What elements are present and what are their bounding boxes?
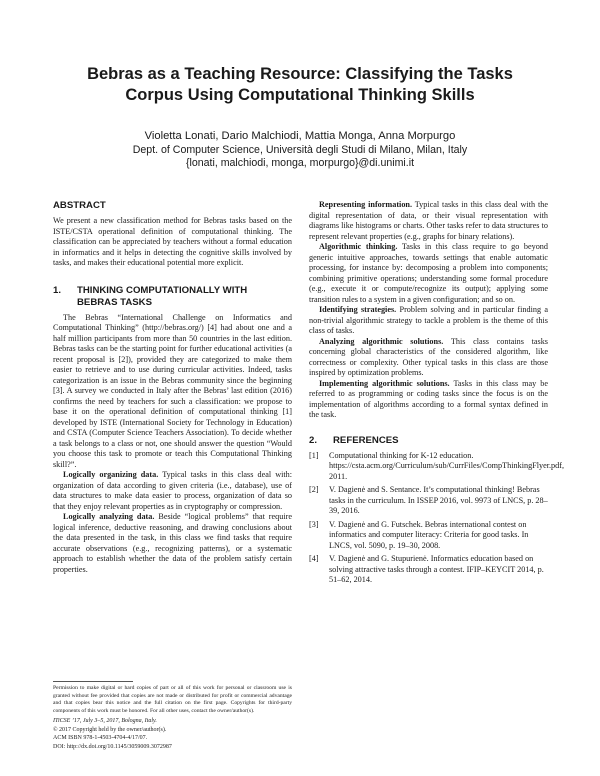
reference-text: Computational thinking for K-12 education. https://csta.acm.org/Curriculum/sub/CurrFiles/CompThinkingFlyer.pdf, 2011. (329, 450, 564, 481)
section-1-heading-line-1: THINKING COMPUTATIONALLY WITH (77, 284, 248, 296)
paragraph-text: Tasks in this class may be referred to as programming or coding tasks since the focus is on the implementation of algorithms according to a formal syntax defined in the task. (309, 378, 548, 419)
right-column (309, 200, 564, 589)
runin-heading: Logically organizing data. (63, 470, 159, 479)
paragraph-text: This class contains tasks concerning global characteristics of the considered algorithm, like correctness or complexity. Other typical tasks in this class are those inspired by optimization problems. (309, 336, 548, 377)
abstract-text: We present a new classification method for Bebras tasks based on the ISTE/CSTA operational definition of computational thinking. The classification can be appreciated by teachers without a formal education in informatics and it helps in detecting the cognitive skills involved by tasks, and makes their educational potential more explicit. (53, 216, 292, 267)
runin-heading: Implementing algorithmic solutions. (319, 378, 450, 388)
reference-number: [1] (309, 450, 319, 460)
reference-number: [4] (309, 554, 319, 563)
runin-heading: Analyzing algorithmic solutions. (319, 336, 444, 346)
paragraph-text: Beside “logical problems” that require logical inference, deductive reasoning, and drawing conclusions about the data presented in the task, in this class we find tasks that require accurate observations (e.g., recognizing patterns), or a systematic approach to establish whether the data of the problem satisfy certain properties. (53, 512, 292, 574)
permission-notice: Permission to make digital or hard copies of part or all of this work for personal or classroom use is granted without fee provided that copies are not made or distributed for profit or commercial advantage and that copies bear this notice and the full citation on the first page. Copyrights for third-party components of this work must be honored. For all other uses, contact the owner/author(s). (53, 685, 292, 714)
runin-heading: Logically analyzing data. (63, 512, 155, 521)
section-1-heading-line-2: BEBRAS TASKS (77, 296, 152, 308)
permission-block (53, 681, 292, 751)
section-1-paragraph-2 (53, 470, 292, 512)
right-paragraph-4 (309, 337, 548, 379)
footnote-divider (53, 681, 133, 682)
reference-item (309, 485, 548, 517)
section-1-heading (53, 285, 292, 309)
right-paragraph-2 (309, 242, 548, 305)
paragraph-text: Typical tasks in this class deal with: organization of data according to given criteria (i.e., database), use of data structures to make data easier to process, organization of data so that they enjoy relevant properties as in cryptography or compression. (53, 470, 293, 511)
reference-text: V. Dagienė and G. Stupurienė. Informatics education based on solving attractive tasks through a contest. IFIP–KEYCIT 2014, p. 51–62, 2014. (329, 554, 544, 584)
reference-item (309, 450, 564, 483)
section-1-paragraph-3 (53, 512, 292, 575)
author-emails: {lonati, malchiodi, monga, morpurgo}@di.unimi.it (185, 157, 415, 169)
author-affiliation: Dept. of Computer Science, Università degli Studi di Milano, Milan, Italy (132, 143, 468, 156)
title-line-2: Corpus Using Computational Thinking Skills (125, 86, 475, 104)
paragraph-text: Typical tasks in this class deal with the digital representation of data, or their visual representation with diagrams like histograms or charts. Other tasks refer to data structures to represent relevant properties (e.g., graphs for binary relations). (309, 200, 548, 241)
references-heading (309, 435, 548, 447)
references-number: 2. (309, 434, 318, 446)
paper-title (40, 64, 560, 106)
section-1-number: 1. (53, 284, 62, 296)
references-title: REFERENCES (333, 434, 399, 446)
publication-meta (53, 717, 292, 751)
reference-item (309, 554, 548, 586)
author-block (40, 130, 560, 171)
author-names: Violetta Lonati, Dario Malchiodi, Mattia Monga, Anna Morpurgo (144, 130, 456, 142)
paragraph-text: Tasks in this class require to go beyond generic intuitive approaches, towards settings that enable automatic processing, for instance by: decomposing a problem into components; combining primitive operations; understanding some formal procedure (e.g., execute it or compute/recognize its output); applying some transition rules to a system in a given configuration; and so on. (309, 242, 548, 304)
right-paragraph-5 (309, 379, 548, 421)
runin-heading: Algorithmic thinking. (319, 242, 398, 251)
section-1-paragraph-1: The Bebras “International Challenge on Informatics and Computational Thinking” (http://bebras.org/) [4] had about one and a half million participants from more than 50 countries in the last edition. Bebras tasks can be the starting point for further educational activities (a recent proposal is [2]), provided they are categorized to make them easier to retrieve and to use during curricular activities. Indeed, tasks categorization is an issue in the Bebras community since the beginning [3]. A survey we conducted in Italy after the Bebras’ last edition (2016) confirms the need by teachers for such a classification: we propose to base it on the operational definition of computational thinking [1] developed by ISTE (International Society for Technology in Education) and CSTA (Computer Science Teachers Association). To decide whether a task belongs to a class or not, one should answer the question “Would you choose this task to promote or teach this Computational Thinking skill?”. (53, 312, 292, 469)
reference-text: V. Dagienė and G. Futschek. Bebras international contest on informatics and computer literacy: Criteria for good tasks. In LNCS, vol. 5090, p. 19–30, 2008. (329, 519, 529, 550)
copyright-line: © 2017 Copyright held by the owner/author(s). (53, 726, 167, 733)
reference-number: [2] (309, 485, 319, 494)
reference-item (309, 520, 548, 552)
title-line-1: Bebras as a Teaching Resource: Classifying the Tasks (87, 65, 513, 83)
left-column (53, 200, 292, 575)
conference-venue: ITiCSE ’17, July 3–5, 2017, Bologna, Italy. (53, 718, 157, 724)
right-paragraph-1 (309, 200, 548, 242)
abstract-heading: ABSTRACT (53, 200, 106, 211)
reference-text: V. Dagienė and S. Sentance. It’s computational thinking! Bebras tasks in the curriculum. In ISSEP 2016, vol. 9973 of LNCS, p. 28–39, 2016. (329, 485, 548, 515)
doi-line: DOI: http://dx.doi.org/10.1145/3059009.3072987 (53, 743, 172, 750)
isbn-line: ACM ISBN 978-1-4503-4704-4/17/07. (53, 735, 148, 742)
reference-list (309, 450, 564, 586)
reference-number: [3] (309, 519, 319, 529)
runin-heading: Representing information. (319, 200, 413, 209)
paragraph-text: Problem solving and in particular finding a non-trivial algorithmic strategy to tackle a problem is the theme of this class of tasks. (309, 305, 548, 335)
right-paragraph-3 (309, 305, 548, 337)
runin-heading: Identifying strategies. (319, 305, 397, 314)
